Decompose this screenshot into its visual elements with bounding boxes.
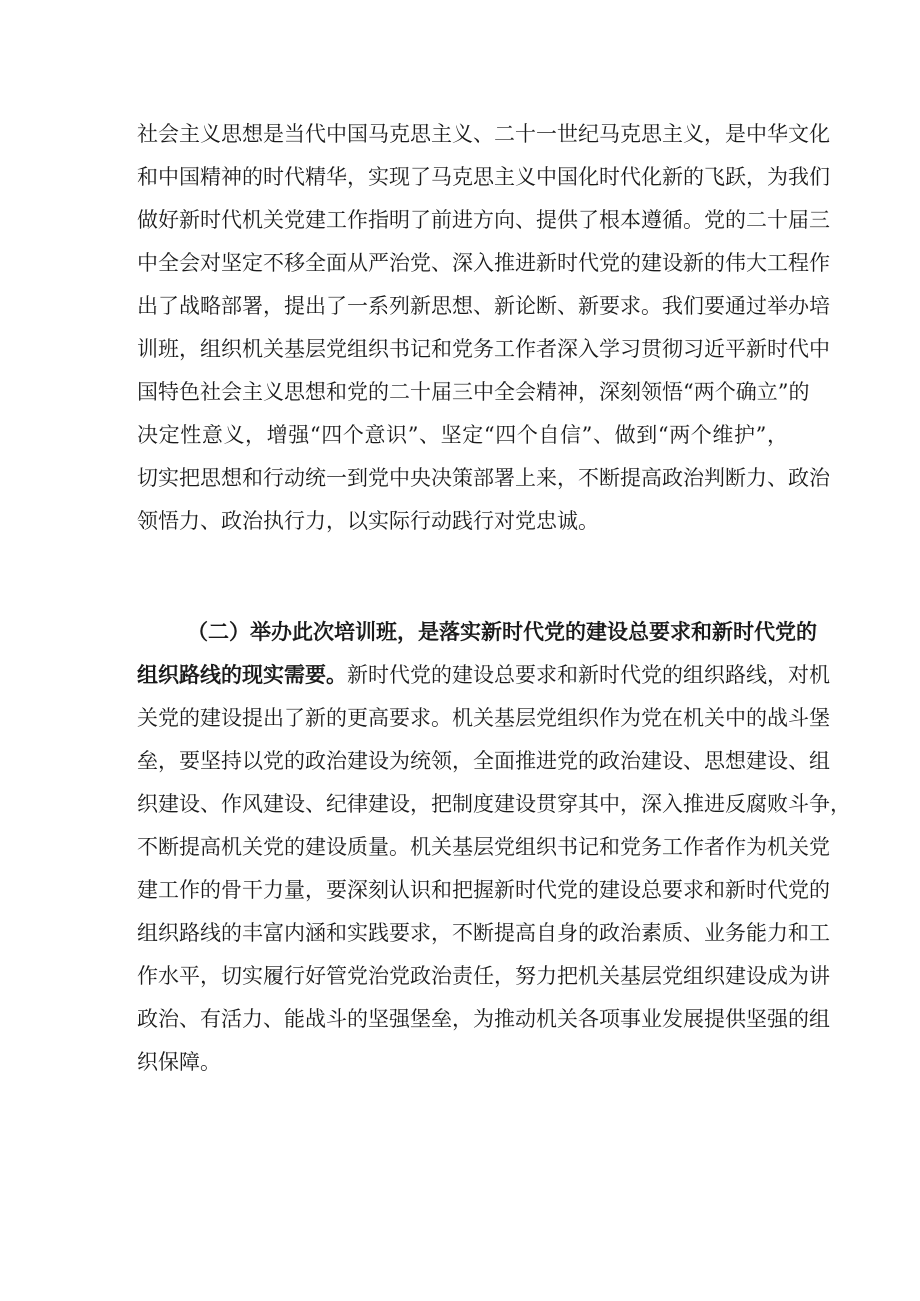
paragraph-2-line: 织建设、作风建设、纪律建设，把制度建设贯穿其中，深入推进反腐败斗争， [137,792,851,816]
paragraph-2-line [137,654,830,697]
paragraph-2-line: 不断提高机关党的建设质量。机关基层党组织书记和党务工作者作为机关党 [137,835,830,859]
paragraph-1-line: 训班，组织机关基层党组织书记和党务工作者深入学习贯彻习近平新时代中 [137,337,830,361]
paragraph-1-line: 中全会对坚定不移全面从严治党、深入推进新时代党的建设新的伟大工程作 [137,251,830,275]
paragraph-2-line: 组织路线的丰富内涵和实践要求，不断提高自身的政治素质、业务能力和工 [137,921,830,945]
paragraph-1-line: 出了战略部署，提出了一系列新思想、新论断、新要求。我们要通过举办培 [137,294,830,318]
paragraph-2 [137,611,851,1084]
paragraph-1-line: 做好新时代机关党建工作指明了前进方向、提供了根本遵循。党的二十届三 [137,208,830,232]
paragraph-2-line-rest: 新时代党的建设总要求和新时代党的组织路线，对机 [347,663,830,687]
paragraph-2-line: 政治、有活力、能战斗的坚强堡垒，为推动机关各项事业发展提供坚强的组 [137,1007,830,1031]
paragraph-2-line: 作水平，切实履行好管党治党政治责任，努力把机关基层党组织建设成为讲 [137,964,830,988]
paragraph-1 [137,113,830,543]
section-heading-continued: 组织路线的现实需要。 [137,663,347,687]
paragraph-1-line: 国特色社会主义思想和党的二十届三中全会精神，深刻领悟“两个确立”的 [137,380,810,404]
paragraph-1-line: 领悟力、政治执行力，以实际行动践行对党忠诚。 [137,509,599,533]
section-heading: （二）举办此次培训班，是落实新时代党的建设总要求和新时代党的 [187,620,817,644]
paragraph-1-line: 决定性意义，增强“四个意识”、坚定“四个自信”、做到“两个维护”， [137,423,788,447]
paragraph-1-line: 切实把思想和行动统一到党中央决策部署上来，不断提高政治判断力、政治 [137,466,830,490]
paragraph-2-line: 建工作的骨干力量，要深刻认识和把握新时代党的建设总要求和新时代党的 [137,878,830,902]
paragraph-2-line: 织保障。 [137,1050,221,1074]
paragraph-2-line: 关党的建设提出了新的更高要求。机关基层党组织作为党在机关中的战斗堡 [137,706,830,730]
paragraph-1-line: 和中国精神的时代精华，实现了马克思主义中国化时代化新的飞跃，为我们 [137,165,830,189]
paragraph-1-line: 社会主义思想是当代中国马克思主义、二十一世纪马克思主义，是中华文化 [137,122,830,146]
paragraph-2-line: 垒，要坚持以党的政治建设为统领，全面推进党的政治建设、思想建设、组 [137,749,830,773]
